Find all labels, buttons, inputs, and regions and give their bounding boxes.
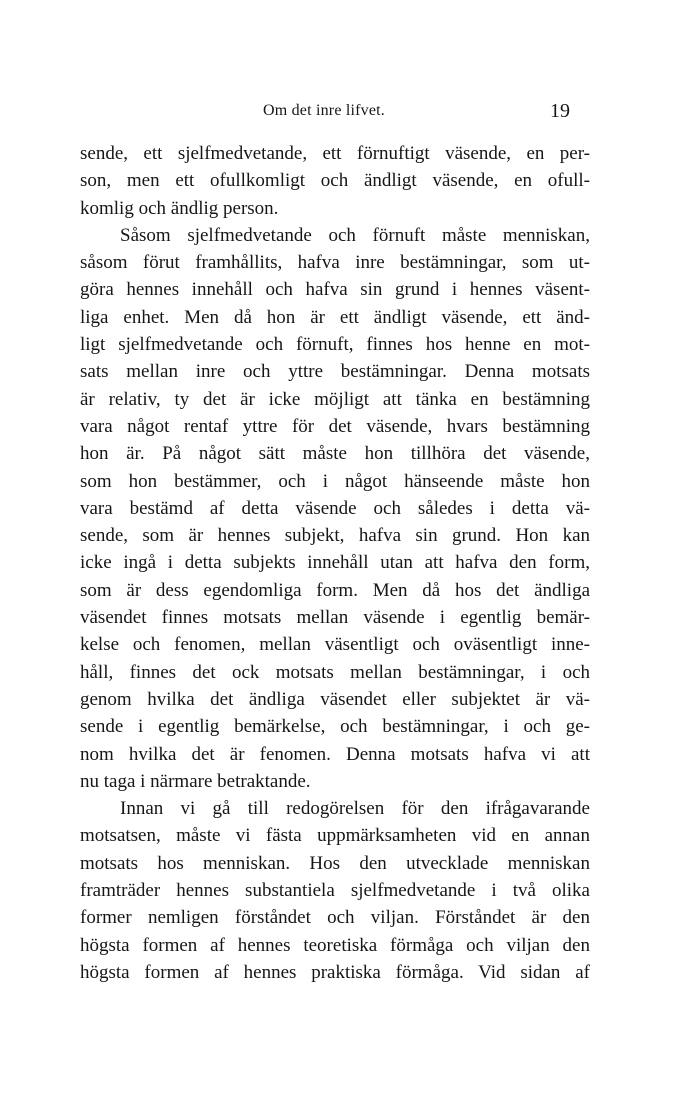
text-line: framträder hennes substantiela sjelfmedvetande i två olika (80, 880, 590, 902)
text-line: former nemligen förståndet och viljan. Förståndet är den (80, 907, 590, 929)
text-line: göra hennes innehåll och hafva sin grund i hennes väsent- (80, 279, 590, 301)
text-line: son, men ett ofullkomligt och ändligt väsende, en ofull- (80, 170, 590, 192)
text-line: som hon bestämmer, och i något hänseende måste hon (80, 470, 590, 492)
text-line: håll, finnes det ock motsats mellan bestämningar, i och (80, 661, 590, 683)
text-line: nom hvilka det är fenomen. Denna motsats hafva vi att (80, 743, 590, 765)
text-line: nu taga i närmare betraktande. (80, 770, 311, 792)
text-line: icke ingå i detta subjekts innehåll utan att hafva den form, (80, 552, 590, 574)
text-line: högsta formen af hennes praktiska förmåga. Vid sidan af (80, 961, 590, 983)
paragraph-first-line: Såsom sjelfmedvetande och förnuft måste menniskan, (120, 224, 590, 246)
text-line: liga enhet. Men då hon är ett ändligt väsende, ett änd- (80, 306, 590, 328)
text-line: komlig och ändlig person. (80, 197, 279, 219)
text-line: ligt sjelfmedvetande och förnuft, finnes hos henne en mot- (80, 334, 590, 356)
text-line: motsats hos menniskan. Hos den utvecklade menniskan (80, 852, 590, 874)
text-line: väsendet finnes motsats mellan väsende i egentlig bemär- (80, 607, 590, 629)
page-header (80, 100, 590, 126)
text-line: motsatsen, måste vi fästa uppmärksamheten vid en annan (80, 825, 590, 847)
text-line: kelse och fenomen, mellan väsentligt och oväsentligt inne- (80, 634, 590, 656)
page-number: 19 (550, 100, 570, 122)
text-line: såsom förut framhållits, hafva inre bestämningar, som ut- (80, 252, 590, 274)
text-line: sende i egentlig bemärkelse, och bestämningar, i och ge- (80, 716, 590, 738)
text-line: hon är. På något sätt måste hon tillhöra det väsende, (80, 443, 590, 465)
text-line: som är dess egendomliga form. Men då hos det ändliga (80, 579, 590, 601)
text-line: sende, ett sjelfmedvetande, ett förnuftigt väsende, en per- (80, 143, 590, 164)
body-text (80, 140, 590, 986)
text-line: är relativ, ty det är icke möjligt att tänka en bestämning (80, 388, 590, 410)
text-line: vara bestämd af detta väsende och således i detta vä- (80, 497, 590, 519)
running-title: Om det inre lifvet. (263, 102, 385, 119)
paragraph-first-line: Innan vi gå till redogörelsen för den ifrågavarande (120, 798, 590, 820)
text-line: vara något rentaf yttre för det väsende, hvars bestämning (80, 415, 590, 437)
text-line: genom hvilka det ändliga väsendet eller subjektet är vä- (80, 688, 590, 710)
text-line: sats mellan inre och yttre bestämningar. Denna motsats (80, 361, 590, 383)
text-line: högsta formen af hennes teoretiska förmåga och viljan den (80, 934, 590, 956)
text-line: sende, som är hennes subjekt, hafva sin grund. Hon kan (80, 525, 590, 547)
